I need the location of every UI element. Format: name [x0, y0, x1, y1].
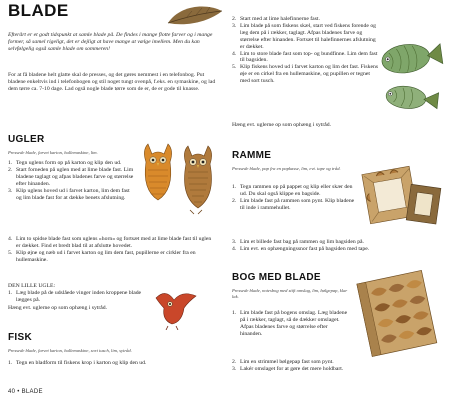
ugler-heading: UGLER: [8, 134, 45, 145]
bog-step: [232, 366, 444, 373]
ugler-step: [8, 290, 148, 304]
step-number: 5.: [8, 249, 13, 256]
ramme-step: [232, 198, 356, 212]
owls-illustration: [140, 140, 220, 232]
step-text: Lim et billede fast bag på rammen og lim bagsiden på.: [240, 239, 364, 245]
ugler-step: [8, 250, 214, 264]
step-number: 1.: [8, 290, 13, 296]
step-text: Lim evt. en ophængningssnor fast på bagsiden med tape.: [240, 245, 370, 252]
ramme-heading: RAMME: [232, 150, 272, 161]
bog-heading: BOG MED BLADE: [232, 272, 321, 283]
page-folio: 40 • BLADE: [8, 389, 43, 395]
bog-steps: [232, 310, 350, 338]
step-number: 2.: [232, 16, 237, 22]
ramme-step: [232, 239, 444, 246]
ugler-steps-lower: [8, 236, 214, 264]
fish-illustration: [378, 28, 446, 120]
ugler-step: [8, 188, 136, 202]
ugler-note: Hæng evt. uglerne op som ophæng i sytråd.: [8, 305, 108, 311]
step-number: 3.: [232, 22, 237, 29]
step-number: 5.: [232, 64, 237, 71]
bog-step: [232, 359, 444, 366]
fisk-step: [232, 64, 380, 85]
step-text: Lim en strimmel bølgepap fast som pynt.: [240, 359, 334, 365]
step-text: Lim to store blade fast som top- og bundfinne. Lim dem fast til bagsiden.: [240, 50, 378, 64]
step-number: 1.: [8, 360, 13, 366]
step-number: 3.: [232, 365, 237, 372]
step-text: Lim blade på som fiskens skæl, start ved fiskens forende og læg dem på i rækker, taglagt. Afpas bladenes farve og størrelse efter hinanden. Fortsæt til halefinnernes afslutning er dækket.: [240, 22, 377, 50]
step-text: Klip fiskens hoved ud i farvet karton og lim det fast. Fiskens øje er en cirkel fra en hullemaskine, og pupillen er tegnet med sort tusch.: [240, 64, 379, 85]
step-text: Tegn uglens form op på karton og klip den ud.: [16, 160, 122, 166]
step-text: Tegn en bladform til fiskens krop i karton og klip den ud.: [16, 360, 147, 366]
step-number: 2.: [232, 359, 237, 365]
step-text: Lim to spidse blade fast som uglens »horn« og fortsæt med at lime blade fast til uglen er dækket. Find et bredt blad til at afslutte hovedet.: [16, 236, 212, 249]
ramme-steps-lower: [232, 239, 444, 253]
intro-body: For at få bladene helt glatte skal de presses, og det gøres nemmest i en telefonbog. Put bladene enkeltvis ind i telefonbogen og stil noget tungt ovenpå, f.eks. en symaskine, og lad dem tørre ca. 7-10 dage. Lad også nogle blade tørre som de er, de er gode til knasse.: [8, 72, 216, 93]
step-text: Klip uglens hoved ud i farvet karton, lim dem fast og lim blade fast for at dække benets afslutning.: [16, 187, 130, 201]
leaf-illustration: [166, 3, 224, 29]
den-lille-ugle-steps: [8, 290, 148, 304]
step-text: Lakér omslaget for at gøre det mere holdbart.: [240, 365, 344, 372]
step-number: 4.: [232, 50, 237, 57]
small-owl-illustration: [152, 286, 202, 330]
fisk-step: [232, 51, 380, 65]
ramme-steps: [232, 184, 356, 212]
step-number: 2.: [8, 166, 13, 173]
ugler-step: [8, 160, 136, 167]
ramme-materials: Pressede blade, pap fra en papkasse, lim, evt. tape og tråd.: [232, 166, 341, 171]
ugler-step: [8, 167, 136, 188]
step-number: 4.: [8, 236, 13, 242]
step-text: Tegn rammen op på pappet og klip eller skær den ud. Du skal også klippe en bagside.: [240, 184, 353, 197]
page-title: BLADE: [8, 1, 69, 20]
step-text: Lim blade fast på rammen som pynt. Klip bladene til inde i rammehullet.: [240, 197, 355, 211]
step-number: 4.: [232, 245, 237, 252]
frame-illustration: [360, 160, 444, 236]
step-text: Læg blade på de udslåede vinger inden kroppene blade lægges på.: [16, 290, 142, 303]
bog-steps-lower: [232, 359, 444, 373]
den-lille-ugle-label: DEN LILLE UGLE:: [8, 283, 56, 289]
step-number: 1.: [232, 184, 237, 190]
step-number: 1.: [232, 310, 237, 316]
fisk-step: [8, 360, 220, 367]
book-illustration: [352, 268, 446, 360]
step-text: Klip øjne og næb ud i farvet karton og lim dem fast, pupillerne er cirkler fra en hullemaskine.: [16, 249, 196, 263]
step-number: 1.: [8, 160, 13, 166]
ramme-step: [232, 246, 444, 253]
fisk-materials: Pressede blade, farvet karton, hullemaskine, sort tusch, lim, sytråd.: [8, 348, 132, 353]
ugler-materials: Pressede blade, farvet karton, hullemaskine, lim.: [8, 150, 98, 155]
ugler-step: [8, 236, 214, 250]
fisk-steps: [8, 360, 220, 367]
fisk-heading: FISK: [8, 332, 32, 343]
fisk-note: Hæng evt. uglerne op som ophæng i sytråd.: [232, 122, 332, 128]
fisk-step: [232, 16, 380, 23]
step-number: 2.: [232, 197, 237, 204]
step-number: 3.: [232, 239, 237, 245]
step-number: 3.: [8, 187, 13, 194]
step-text: Start forneden på uglen med at lime blade fast. Lim bladene taglagt og afpas bladenes farve og størrelse efter hinanden.: [16, 166, 134, 187]
step-text: Start med at lime halefinnerne fast.: [240, 16, 320, 22]
step-text: Lim blade fast på bogens omslag. Læg bladene på i rækker, taglagt, så de dækker omslaget. Afpas bladenes farve og størrelse efter hinanden.: [240, 310, 348, 337]
bog-materials: Pressede blade, notesbog med stift omslag, lim, bølgepap, klar lak.: [232, 288, 348, 299]
ramme-step: [232, 184, 356, 198]
intro-italic: Efterårt er et godt tidspunkt at samle blade på. De findes i mange flotte farver og i mange former, så samel rigeligt, det er dejligt at have mange at vælge imellem. Men du kan selvfølgelig også samle blade om sommeren!: [8, 32, 213, 53]
fisk-steps-continued: [232, 16, 380, 85]
fisk-step: [232, 23, 380, 51]
ugler-steps: [8, 160, 136, 201]
bog-step: [232, 310, 350, 338]
